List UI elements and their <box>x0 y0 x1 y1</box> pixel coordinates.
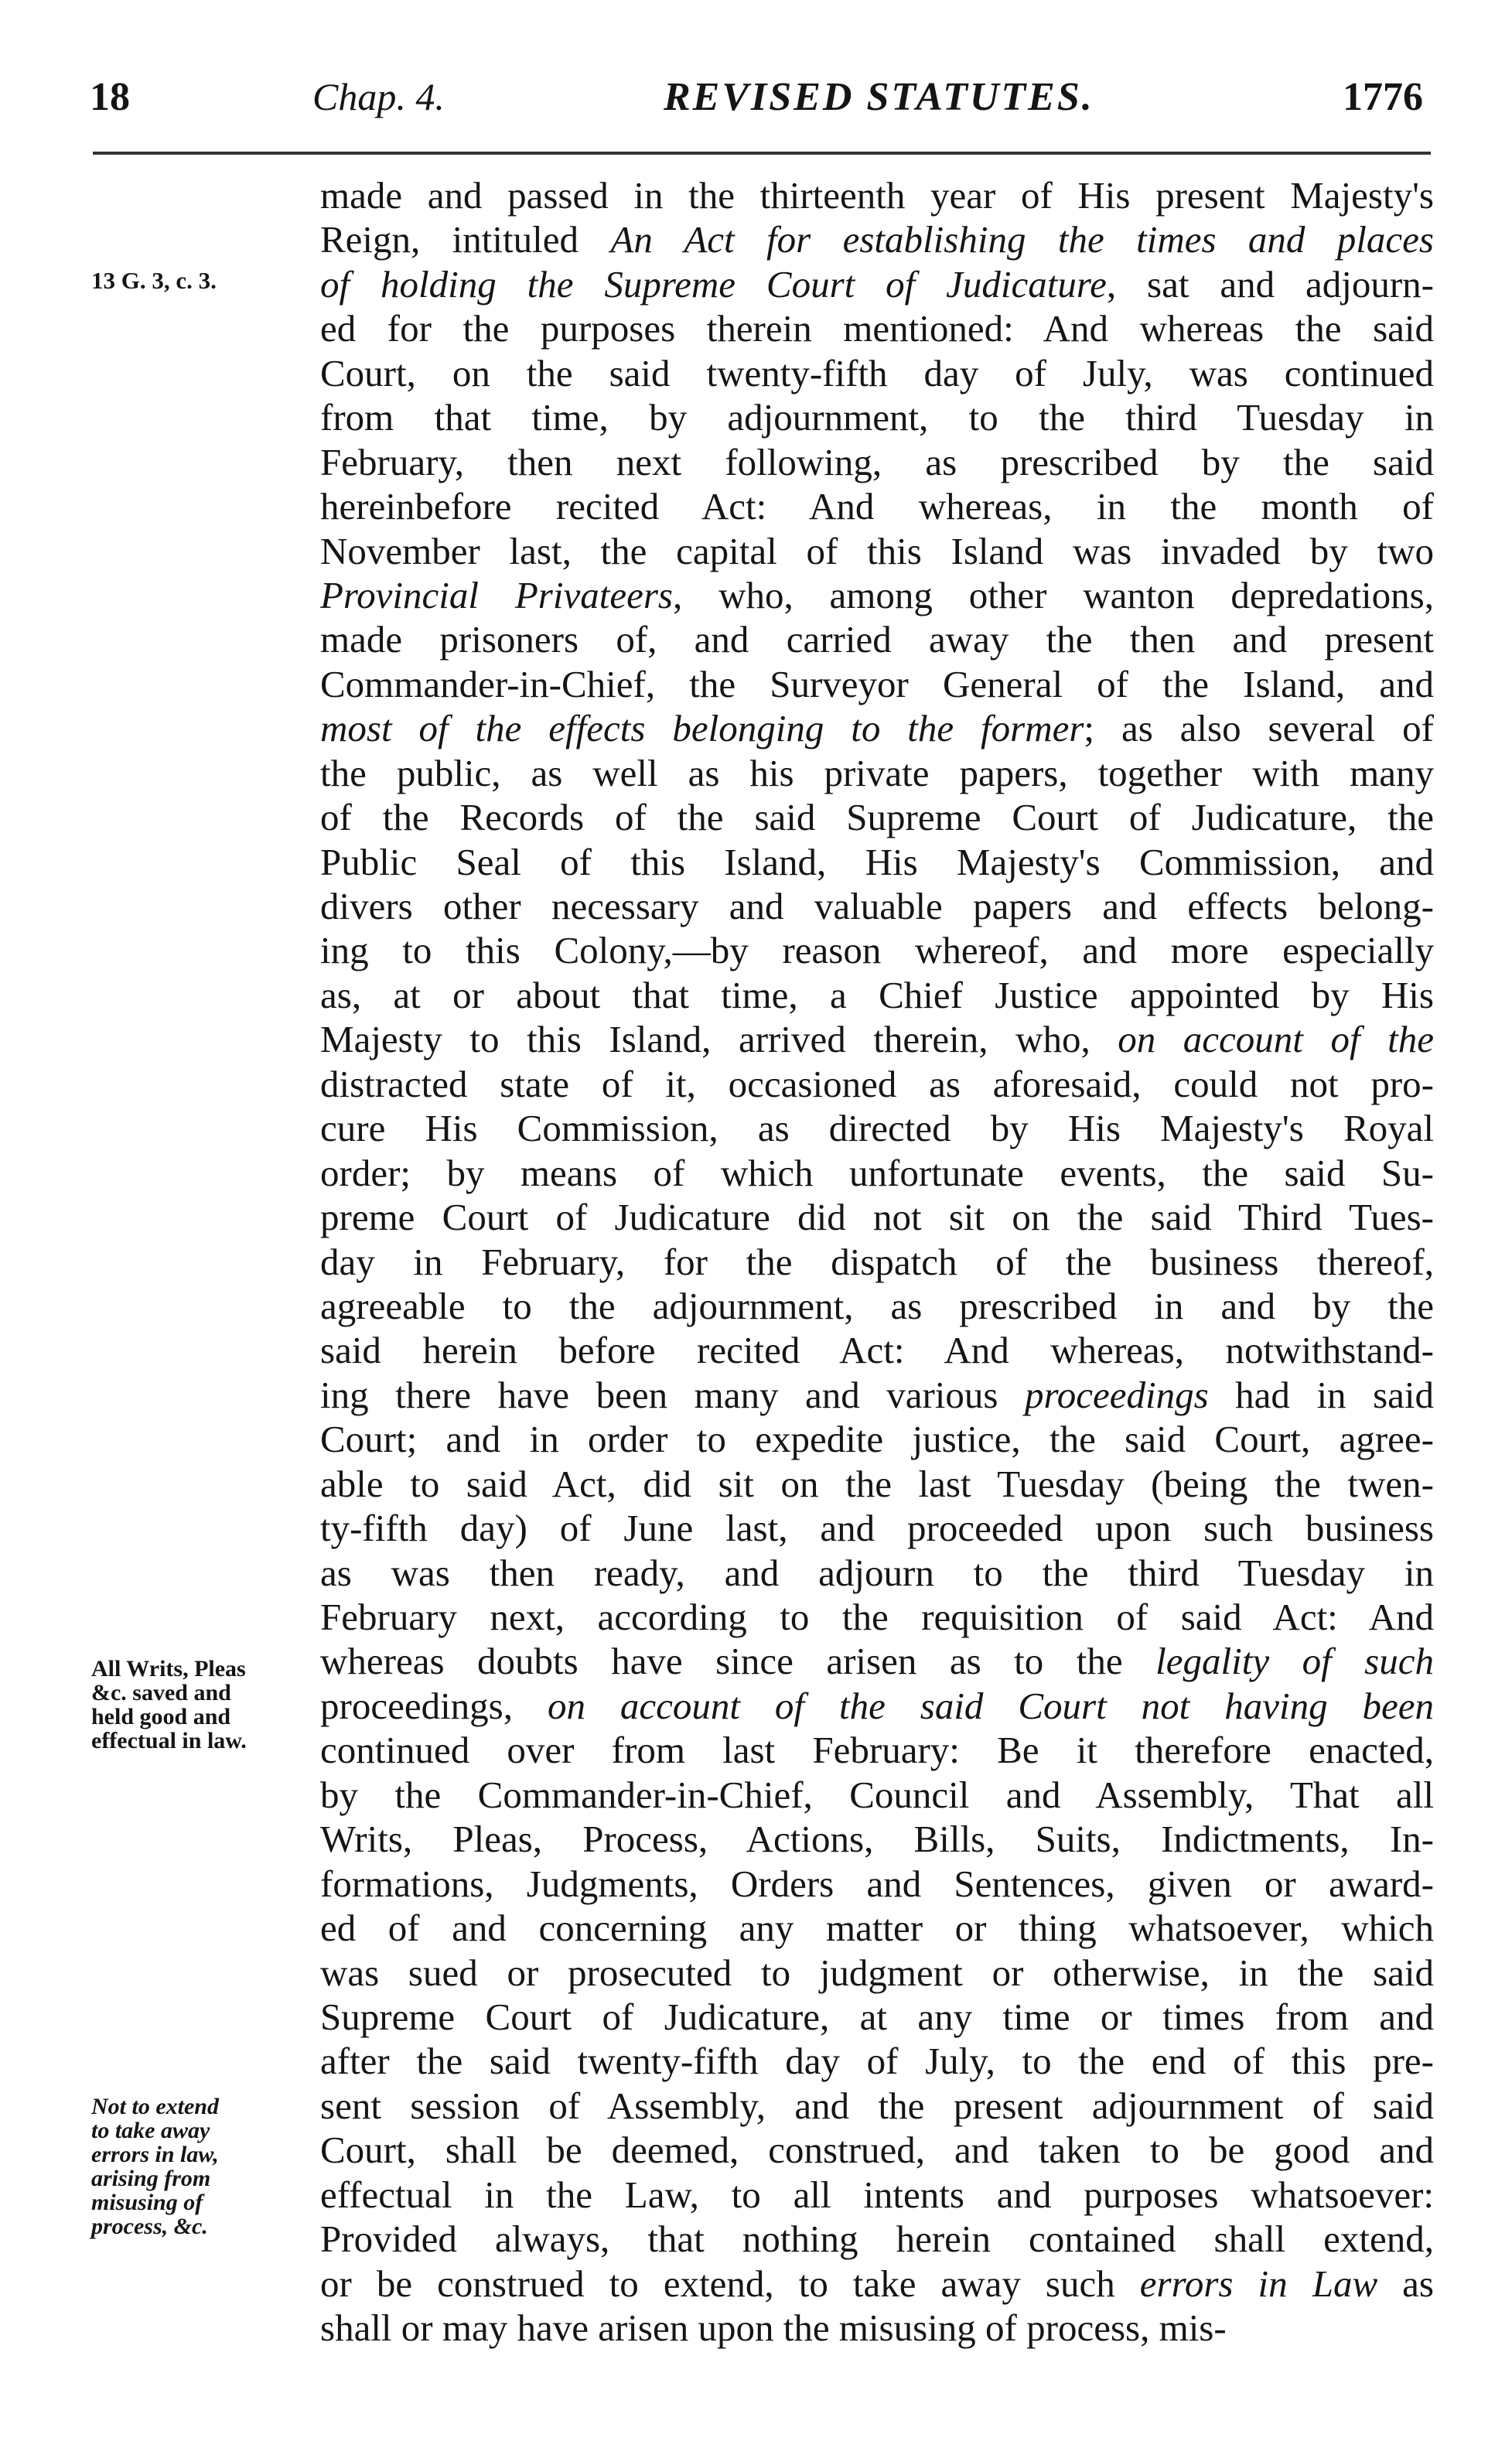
margin-note-line: to take away <box>91 2118 210 2143</box>
text-line: Provided always, that nothing herein contained shall extend, <box>320 2218 1434 2261</box>
text-line: hereinbefore recited Act: And whereas, in the month of <box>320 485 1434 528</box>
text-line: most of the effects belonging to the former; as also several of <box>320 707 1434 750</box>
italic-phrase: on account of the <box>1118 1018 1434 1061</box>
italic-phrase: most of the effects belonging to the former <box>320 707 1084 750</box>
text-line: agreeable to the adjournment, as prescribed in and by the <box>320 1284 1434 1327</box>
margin-note-line: held good and <box>91 1704 231 1729</box>
text-line: ed for the purposes therein mentioned: And whereas the said <box>320 307 1434 350</box>
text-line: whereas doubts have since arisen as to the legality of such <box>320 1640 1434 1683</box>
page-number: 18 <box>90 75 130 119</box>
italic-phrase: An Act for establishing the times and places <box>610 218 1434 261</box>
margin-note-line: 13 G. 3, c. 3. <box>91 267 217 294</box>
text-line: made and passed in the thirteenth year of His present Majesty's <box>320 174 1434 217</box>
text-line: Writs, Pleas, Process, Actions, Bills, Suits, Indictments, In- <box>320 1818 1434 1861</box>
margin-note-line: process, &c. <box>91 2214 208 2239</box>
italic-phrase: of holding the Supreme Court of Judicature <box>320 262 1107 306</box>
margin-note-line: arising from <box>91 2166 211 2191</box>
header-rule <box>93 152 1431 155</box>
text-line: November last, the capital of this Island was invaded by two <box>320 529 1434 572</box>
page-year: 1776 <box>1343 75 1423 119</box>
margin-note-line: All Writs, Pleas <box>91 1656 246 1682</box>
margin-note-line: Not to extend <box>91 2094 219 2119</box>
text-line: said herein before recited Act: And whereas, notwithstand- <box>320 1329 1434 1372</box>
running-header <box>0 74 1512 136</box>
text-line: of the Records of the said Supreme Court of Judicature, the <box>320 796 1434 839</box>
text-line: Court; and in order to expedite justice, the said Court, agree- <box>320 1418 1434 1461</box>
italic-phrase: proceedings <box>1024 1373 1209 1416</box>
text-line: ed of and concerning any matter or thing whatsoever, which <box>320 1907 1434 1950</box>
text-line: of holding the Supreme Court of Judicature, sat and adjourn- <box>320 262 1434 306</box>
margin-note-writs-saved <box>91 1657 247 1753</box>
italic-phrase: on account of the said Court not having been <box>547 1684 1434 1727</box>
text-line: by the Commander-in-Chief, Council and Assembly, That all <box>320 1773 1434 1816</box>
italic-phrase: Provincial Privateers <box>320 573 673 616</box>
text-line: formations, Judgments, Orders and Sentences, given or award- <box>320 1862 1434 1905</box>
text-line: Commander-in-Chief, the Surveyor General of the Island, and <box>320 662 1434 705</box>
text-line: Supreme Court of Judicature, at any time or times from and <box>320 1995 1434 2038</box>
text-line: Court, on the said twenty-fifth day of July, was continued <box>320 351 1434 394</box>
text-line: the public, as well as his private papers, together with many <box>320 751 1434 794</box>
text-line: distracted state of it, occasioned as aforesaid, could not pro- <box>320 1062 1434 1105</box>
text-line: effectual in the Law, to all intents and purposes whatsoever: <box>320 2173 1434 2216</box>
text-line: able to said Act, did sit on the last Tuesday (being the twen- <box>320 1462 1434 1505</box>
text-line: preme Court of Judicature did not sit on the said Third Tues- <box>320 1196 1434 1239</box>
text-line: after the said twenty-fifth day of July, to the end of this pre- <box>320 2040 1434 2083</box>
text-line: or be construed to extend, to take away such errors in Law as <box>320 2262 1434 2305</box>
text-line: divers other necessary and valuable papers and effects belong- <box>320 885 1434 927</box>
text-line: day in February, for the dispatch of the business thereof, <box>320 1240 1434 1283</box>
chapter-label: Chap. 4. <box>312 75 445 118</box>
italic-phrase: legality of such <box>1155 1640 1434 1683</box>
text-line: made prisoners of, and carried away the then and present <box>320 618 1434 661</box>
text-line: ty-fifth day) of June last, and proceeded upon such business <box>320 1507 1434 1550</box>
italic-phrase: errors in Law <box>1139 2262 1378 2305</box>
text-line: Reign, intituled An Act for establishing the times and places <box>320 218 1434 261</box>
text-line: shall or may have arisen upon the misusing of process, mis- <box>320 2306 1227 2349</box>
margin-note-line: effectual in law. <box>91 1728 247 1753</box>
text-line: was sued or prosecuted to judgment or otherwise, in the said <box>320 1951 1434 1994</box>
text-line: proceedings, on account of the said Court not having been <box>320 1684 1434 1727</box>
text-line: ing there have been many and various proceedings had in said <box>320 1373 1434 1416</box>
text-line: Public Seal of this Island, His Majesty's Commission, and <box>320 840 1434 883</box>
text-line: order; by means of which unfortunate events, the said Su- <box>320 1151 1434 1194</box>
text-line: as was then ready, and adjourn to the third Tuesday in <box>320 1551 1434 1594</box>
text-line: Court, shall be deemed, construed, and taken to be good and <box>320 2129 1434 2172</box>
text-line: Majesty to this Island, arrived therein, who, on account of the <box>320 1018 1434 1061</box>
margin-note-line: misusing of <box>91 2190 203 2215</box>
text-line: continued over from last February: Be it therefore enacted, <box>320 1729 1434 1772</box>
margin-note-errors-proviso <box>91 2095 219 2238</box>
text-line: from that time, by adjournment, to the third Tuesday in <box>320 396 1434 439</box>
statute-body-text <box>320 173 1434 2350</box>
text-line: Provincial Privateers, who, among other wanton depredations, <box>320 573 1434 616</box>
text-line: February next, according to the requisition of said Act: And <box>320 1596 1434 1638</box>
text-line: February, then next following, as prescribed by the said <box>320 440 1434 483</box>
running-title: REVISED STATUTES. <box>664 75 1094 119</box>
text-line: as, at or about that time, a Chief Justice appointed by His <box>320 973 1434 1016</box>
text-line: cure His Commission, as directed by His Majesty's Royal <box>320 1107 1434 1150</box>
margin-note-citation <box>91 267 217 295</box>
margin-note-line: errors in law, <box>91 2142 219 2167</box>
text-line: sent session of Assembly, and the present adjournment of said <box>320 2084 1434 2127</box>
margin-note-line: &c. saved and <box>91 1680 231 1705</box>
text-line: ing to this Colony,—by reason whereof, and more especially <box>320 929 1434 972</box>
